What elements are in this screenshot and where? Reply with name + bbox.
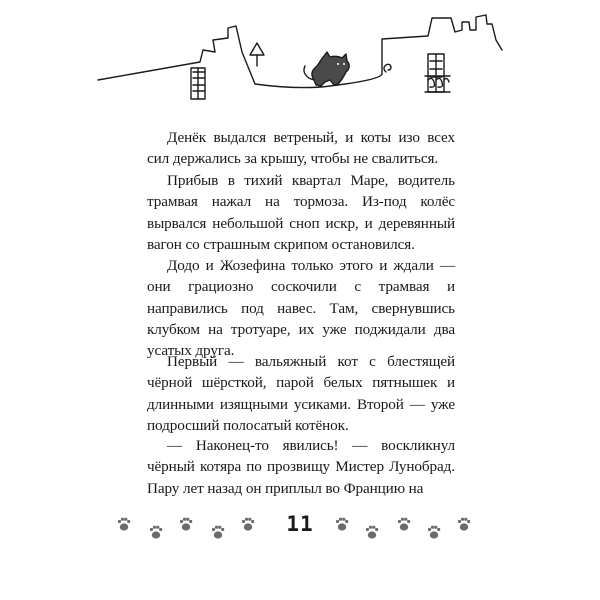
chimney-icon xyxy=(250,43,264,66)
paw-print-icon xyxy=(242,518,254,531)
paw-print-icon xyxy=(336,518,348,531)
page-number: 11 xyxy=(286,512,314,536)
paragraph: — Наконец-то явились! — воскликнул чёрный котяра по прозвищу Мистер Лунобрад. Пару лет назад он приплыл во Францию на xyxy=(147,437,455,497)
paw-print-icon xyxy=(180,518,192,531)
left-window-icon xyxy=(191,68,205,99)
paw-print-icon xyxy=(366,526,378,539)
paragraph: Денёк выдался ветреный, и коты изо всех сил держались за крышу, чтобы не свалиться. xyxy=(147,129,455,168)
body-text xyxy=(147,127,455,499)
spiral-ornament-icon xyxy=(384,64,391,72)
paw-print-icon xyxy=(118,518,130,531)
paw-print-icon xyxy=(428,526,440,539)
rooftops-with-cat-illustration xyxy=(0,0,600,120)
paragraph: Прибыв в тихий квартал Маре, водитель трамвая нажал на тормоза. Из-под колёс вырвался небольшой сноп искр, и деревянный вагон со страшным скрипом остановился. xyxy=(147,172,455,253)
paw-print-icon xyxy=(212,526,224,539)
paw-print-icon xyxy=(150,526,162,539)
paragraph: Додо и Жозефина только этого и ждали — они грациозно соскочили с трамвая и направились под навес. Там, свернувшись клубком на тротуаре, их уже поджидали два усатых друга. xyxy=(147,257,455,360)
balcony-railing-icon xyxy=(425,76,450,92)
cat-icon xyxy=(304,52,349,86)
paw-print-icon xyxy=(398,518,410,531)
paragraph: Первый — вальяжный кот с блестящей чёрной шёрсткой, парой белых пятнышек и длинными изящными усиками. Второй — уже подросший полосатый котёнок. xyxy=(147,353,455,434)
paw-print-icon xyxy=(458,518,470,531)
